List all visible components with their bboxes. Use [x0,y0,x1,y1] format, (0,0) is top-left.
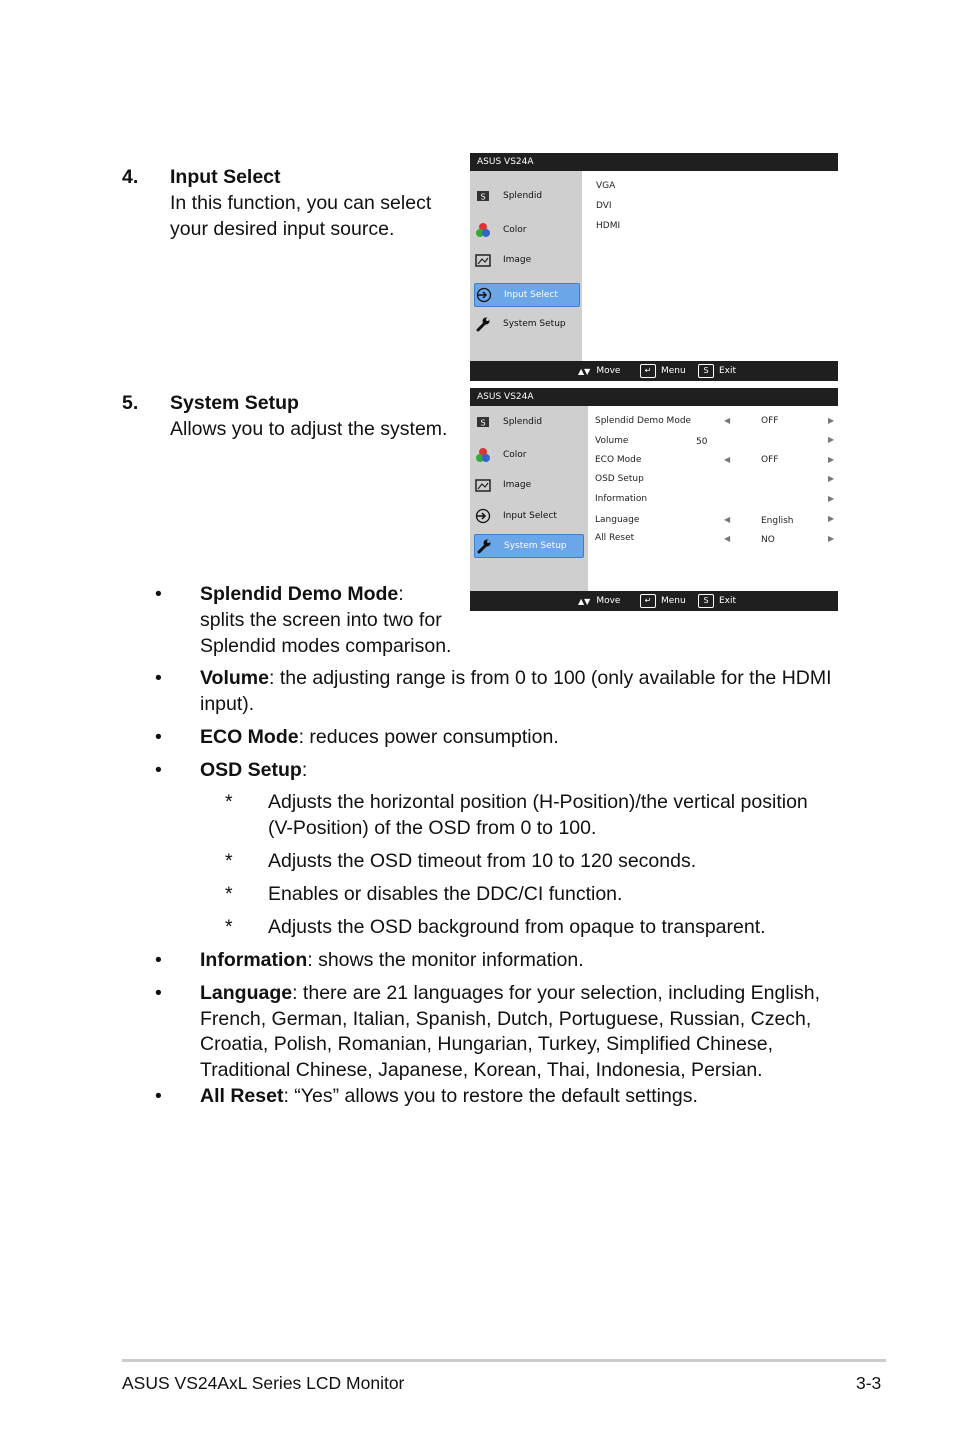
sub-bullet-marker: * [225,883,233,905]
osd-footer-label: Move [596,366,621,376]
right-arrow-icon: ▶ [828,435,835,444]
osd-sub-item-4: Adjusts the OSD background from opaque to transparent. [268,916,766,938]
up-down-arrow-icon: ▲▼ [578,596,591,606]
osd-menu-label: Image [503,480,532,490]
footer-divider [122,1359,886,1362]
bullet-text: : shows the monitor information. [307,949,584,971]
osd-title: ASUS VS24A [470,388,838,406]
right-arrow-icon: ▶ [828,534,835,543]
bullet-osd-setup [200,757,307,783]
wrench-icon [475,538,493,554]
osd-footer-label: Exit [719,366,737,376]
osd-option-dvi: DVI [596,201,612,211]
color-icon [474,447,492,463]
osd-row-label: Language [595,515,640,525]
osd-menu-splendid [474,185,578,207]
osd-menu-color [474,219,578,241]
osd-menu-label: Color [503,225,527,235]
left-arrow-icon: ◀ [724,515,731,524]
sub-bullet-marker: * [225,916,233,938]
section-5-text-line1: Allows you to adjust the system. [170,418,448,440]
osd-menu-label: Splendid [503,417,543,427]
bullet-term: Splendid Demo Mode [200,583,399,605]
osd-row-label: Splendid Demo Mode [595,416,692,426]
osd-menu-input-select [474,505,584,527]
osd-footer-label: Menu [661,596,686,606]
osd-input-select-screenshot [470,153,838,381]
footer-title: ASUS VS24AxL Series LCD Monitor [122,1373,405,1393]
bullet-term: OSD Setup [200,759,302,781]
bullet-text: : there are 21 languages for your selection, including English, [292,982,821,1004]
osd-option-vga: VGA [596,181,616,191]
left-arrow-icon: ◀ [724,416,731,425]
osd-footer-exit [698,361,736,381]
osd-title: ASUS VS24A [470,153,838,171]
osd-menu-label: Input Select [504,290,558,300]
bullet-text: : [398,583,404,605]
bullet-text: : “Yes” allows you to restore the default settings. [283,1085,698,1107]
osd-row-label: Information [595,494,648,504]
osd-menu-label: Splendid [503,191,543,201]
osd-menu-color [474,444,584,466]
osd-menu-label: Image [503,255,532,265]
osd-row-label: Volume [595,436,629,446]
bullet-marker: • [155,949,162,971]
osd-system-setup-screenshot [470,388,838,611]
bullet-marker: • [155,982,162,1004]
page-number: 3-3 [856,1373,882,1393]
right-arrow-icon: ▶ [828,494,835,503]
bullet-marker: • [155,759,162,781]
input-select-icon [475,287,493,303]
bullet-language [200,980,820,1006]
section-4-number: 4. [122,166,139,188]
svg-text:S: S [480,418,486,428]
up-down-arrow-icon: ▲▼ [578,366,591,376]
right-arrow-icon: ▶ [828,514,835,523]
osd-menu-splendid [474,411,584,433]
osd-menu-label: Color [503,450,527,460]
osd-row-label: All Reset [595,533,635,543]
section-5-number: 5. [122,392,139,414]
osd-sidebar [470,406,588,591]
osd-menu-label: System Setup [503,319,566,329]
bullet-term: ECO Mode [200,726,299,748]
wrench-icon [474,316,492,332]
bullet-term: Information [200,949,308,971]
osd-settings-panel [588,406,838,591]
bullet-language-line3: Croatia, Polish, Romanian, Hungarian, Turkey, Simplified Chinese, [200,1033,773,1055]
osd-footer-menu [640,361,686,381]
osd-sub-item-3: Enables or disables the DDC/CI function. [268,883,623,905]
image-icon [474,477,492,493]
splendid-icon [474,414,492,430]
osd-menu-system-setup [474,534,584,558]
enter-icon: ↵ [640,364,656,378]
osd-options-panel [582,171,838,361]
osd-row-value: OFF [761,416,779,426]
osd-option-hdmi: HDMI [596,221,621,231]
bullet-term: Language [200,982,293,1004]
bullet-eco-mode [200,724,559,750]
osd-menu-label: Input Select [503,511,557,521]
osd-row-label: OSD Setup [595,474,644,484]
bullet-term: All Reset [200,1085,284,1107]
bullet-term: Volume [200,667,269,689]
color-icon [474,222,492,238]
bullet-marker: • [155,583,162,605]
s-key-icon: S [698,364,714,378]
s-key-icon: S [698,594,714,608]
osd-sub-item-1-line2: (V-Position) of the OSD from 0 to 100. [268,817,597,839]
splendid-icon [474,188,492,204]
osd-footer-move [578,591,620,611]
osd-footer [470,361,838,381]
sub-bullet-marker: * [225,791,233,813]
bullet-text: : reduces power consumption. [298,726,559,748]
right-arrow-icon: ▶ [828,455,835,464]
osd-footer-label: Move [596,596,621,606]
bullet-language-line2: French, German, Italian, Spanish, Dutch, Portuguese, Russian, Czech, [200,1008,812,1030]
left-arrow-icon: ◀ [724,534,731,543]
bullet-volume-line2: input). [200,693,255,715]
svg-text:S: S [480,192,486,202]
osd-footer-label: Exit [719,596,737,606]
bullet-text: : the adjusting range is from 0 to 100 (only available for the HDMI [268,667,832,689]
image-icon [474,252,492,268]
sub-bullet-marker: * [225,850,233,872]
osd-footer [470,591,838,611]
osd-sub-item-1-line1: Adjusts the horizontal position (H-Position)/the vertical position [268,791,808,813]
osd-sidebar [470,171,582,361]
osd-row-value: 50 [696,437,708,447]
osd-menu-image [474,474,584,496]
left-arrow-icon: ◀ [724,455,731,464]
bullet-information [200,947,584,973]
osd-sub-item-2: Adjusts the OSD timeout from 10 to 120 seconds. [268,850,697,872]
enter-icon: ↵ [640,594,656,608]
bullet-marker: • [155,1085,162,1107]
osd-row-label: ECO Mode [595,455,642,465]
osd-footer-exit [698,591,736,611]
osd-row-value: OFF [761,455,779,465]
bullet-marker: • [155,667,162,689]
osd-footer-label: Menu [661,366,686,376]
right-arrow-icon: ▶ [828,474,835,483]
osd-menu-label: System Setup [504,541,567,551]
osd-menu-image [474,249,578,271]
bullet-marker: • [155,726,162,748]
osd-row-value: English [761,516,794,526]
bullet-text: : [301,759,308,781]
input-select-icon [474,508,492,524]
osd-footer-move [578,361,620,381]
section-5-heading: System Setup [170,392,299,414]
bullet-volume [200,665,832,691]
bullet-splendid-line2: splits the screen into two for [200,609,442,631]
osd-row-value: NO [761,535,775,545]
right-arrow-icon: ▶ [828,416,835,425]
section-4-text-line2: your desired input source. [170,218,395,240]
bullet-all-reset [200,1083,698,1109]
osd-menu-system-setup [474,313,578,335]
osd-menu-input-select [474,283,580,307]
section-4-text-line1: In this function, you can select [170,192,432,214]
bullet-language-line4: Traditional Chinese, Japanese, Korean, Thai, Indonesia, Persian. [200,1059,763,1081]
osd-footer-menu [640,591,686,611]
section-4-heading: Input Select [170,166,281,188]
bullet-splendid-line3: Splendid modes comparison. [200,635,452,657]
bullet-splendid-demo-mode [200,581,404,607]
